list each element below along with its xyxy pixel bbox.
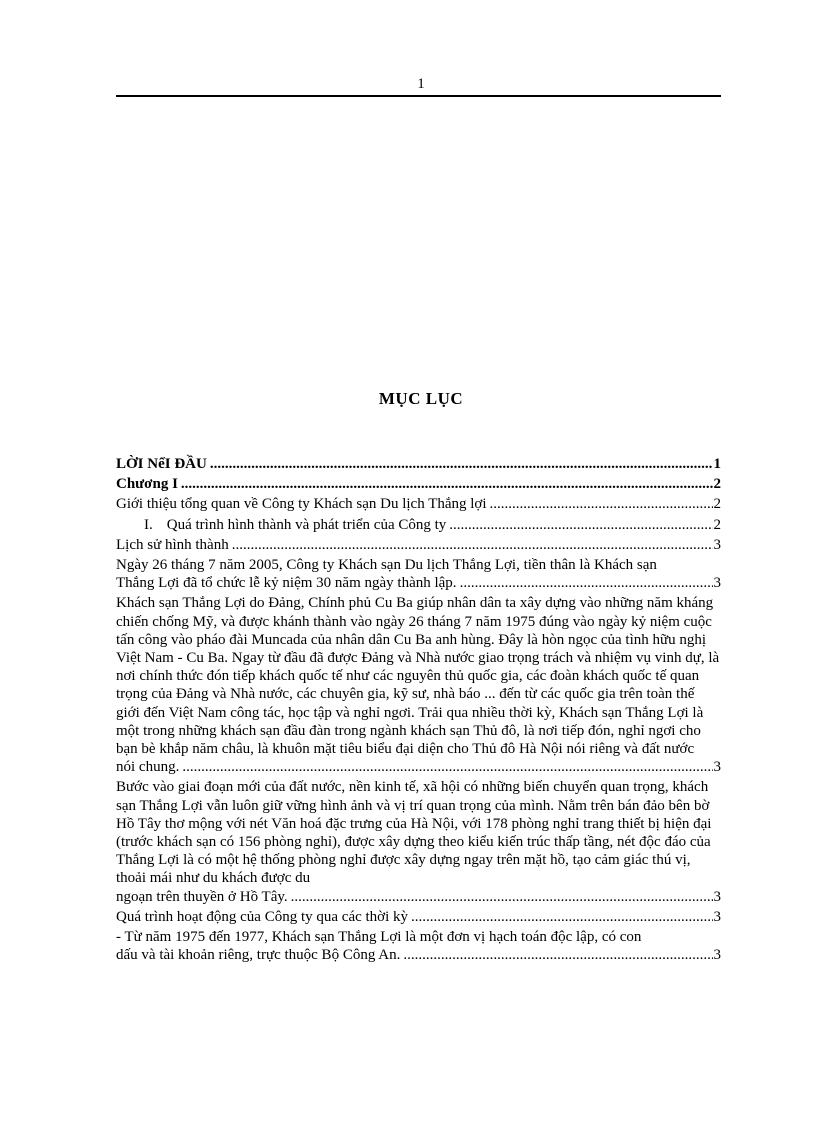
toc-entry[interactable] bbox=[116, 495, 721, 513]
toc-entry[interactable] bbox=[116, 455, 721, 473]
toc-leader bbox=[487, 495, 713, 513]
toc-entry-body: Ngày 26 tháng 7 năm 2005, Công ty Khách sạn Du lịch Thắng Lợi, tiền thân là Khách sạn bbox=[116, 557, 657, 574]
toc-page-number: 3 bbox=[713, 759, 721, 776]
toc-entry-text: ngoạn trên thuyền ở Hồ Tây. bbox=[116, 888, 288, 905]
toc-page-number: 3 bbox=[713, 947, 721, 964]
toc-entry-text: Quá trình hình thành và phát triển của Công ty bbox=[166, 516, 447, 533]
table-of-contents bbox=[116, 455, 721, 966]
page-number: 1 bbox=[417, 76, 425, 92]
toc-entry-line bbox=[116, 946, 721, 964]
toc-entry-body: - Từ năm 1975 đến 1977, Khách sạn Thắng Lợi là một đơn vị hạch toán độc lập, có con bbox=[116, 929, 642, 946]
toc-entry-text: nói chung. bbox=[116, 759, 180, 776]
toc-leader bbox=[288, 888, 713, 906]
toc-leader bbox=[229, 536, 713, 554]
toc-entry[interactable] bbox=[116, 778, 721, 905]
toc-title: MỤC LỤC bbox=[378, 389, 464, 408]
toc-entry-line bbox=[116, 455, 721, 473]
toc-entry-text: Thắng Lợi đã tổ chức lễ kỷ niệm 30 năm ngày thành lập. bbox=[116, 575, 457, 592]
toc-leader bbox=[446, 516, 712, 534]
toc-entry-body: Bước vào giai đoạn mới của đất nước, nền kinh tế, xã hội có những biến chuyển quan trọng, khách sạn Thắng Lợi vẫn luôn giữ vững hình ảnh và vị trí quan trọng của mình. Nằm trên bán đảo bên bờ Hồ Tây thơ mộng với nét Văn hoá đặc trưng của Hà Nội, với 178 phòng nghỉ trang thiết bị hiện đại (trước khách sạn có 156 phòng nghỉ), được xây dựng theo kiểu kiến trúc thấp tầng, nét độc đáo của Thắng Lợi là có một hệ thống phòng nghỉ được xây dựng ngay trên mặt hồ, tạo cảm giác thú vị, thoải mái như du khách được du bbox=[116, 779, 712, 887]
toc-entry-line bbox=[116, 908, 721, 926]
header-rule bbox=[116, 95, 721, 97]
toc-page-number: 1 bbox=[713, 456, 721, 472]
toc-leader bbox=[178, 475, 713, 493]
toc-entry-text: Chương I bbox=[116, 476, 178, 493]
toc-entry-text: LỜI NểI ĐẦU bbox=[116, 456, 207, 472]
toc-entry-text: Quá trình hoạt động của Công ty qua các thời kỳ bbox=[116, 908, 409, 925]
toc-entry-line bbox=[116, 888, 721, 906]
toc-entry[interactable] bbox=[116, 536, 721, 554]
toc-entry-line bbox=[116, 574, 721, 592]
toc-entry[interactable] bbox=[116, 594, 721, 776]
toc-entry-body: Khách sạn Thắng Lợi do Đảng, Chính phủ Cu Ba giúp nhân dân ta xây dựng vào những năm kháng chiến chống Mỹ, và được khánh thành vào ngày 26 tháng 7 năm 1975 đúng vào ngày kỷ niệm cuộc tấn công vào pháo đài Muncada của nhân dân Cu Ba anh hùng. Đây là hòn ngọc của tình hữu nghị Việt Nam - Cu Ba. Ngay từ đầu đã được Đảng và Nhà nước giao trọng trách và nhiệm vụ vinh dự, là nơi chính thức đón tiếp khách quốc tế như các nguyên thủ quốc gia, các đoàn khách quốc tế quan trọng của Đảng và Nhà nước, các chuyên gia, kỹ sư, nhà báo ... đến từ các quốc gia trên toàn thế giới đến Việt Nam công tác, học tập và nghỉ ngơi. Trải qua nhiều thời kỳ, Khách sạn Thắng Lợi là một trong những khách sạn đầu đàn trong ngành khách sạn Thủ đô, là nơi tiếp đón, nghỉ ngơi cho bạn bè khắp năm châu, là khuôn mặt tiêu biểu đại diện cho Thủ đô Hà Nội nói riêng và đất nước bbox=[116, 595, 720, 758]
toc-page-number: 3 bbox=[713, 888, 721, 905]
toc-entry-line bbox=[144, 516, 721, 534]
toc-entry[interactable] bbox=[116, 556, 721, 592]
toc-leader bbox=[457, 574, 713, 592]
toc-entry-line bbox=[116, 495, 721, 513]
toc-entry[interactable] bbox=[116, 475, 721, 493]
toc-entry-line bbox=[116, 758, 721, 776]
toc-leader bbox=[400, 946, 712, 964]
toc-page-number: 2 bbox=[713, 476, 721, 493]
toc-entry-text: Lịch sử hình thành bbox=[116, 536, 229, 553]
toc-page-number: 2 bbox=[713, 496, 721, 513]
toc-entry-text: Giới thiệu tổng quan về Công ty Khách sạn Du lịch Thắng lợi bbox=[116, 496, 487, 513]
toc-page-number: 3 bbox=[713, 575, 721, 592]
toc-entry[interactable] bbox=[116, 908, 721, 926]
toc-page-number: 2 bbox=[713, 516, 721, 533]
toc-entry[interactable] bbox=[116, 516, 721, 534]
toc-page-number: 3 bbox=[713, 536, 721, 553]
toc-entry-number: I. bbox=[144, 516, 153, 533]
toc-page-number: 3 bbox=[713, 908, 721, 925]
toc-entry-text: dấu và tài khoản riêng, trực thuộc Bộ Công An. bbox=[116, 947, 401, 964]
toc-entry-line bbox=[116, 475, 721, 493]
toc-entry-line bbox=[116, 536, 721, 554]
toc-entry[interactable] bbox=[116, 928, 721, 964]
toc-leader bbox=[179, 758, 712, 776]
toc-leader bbox=[207, 455, 713, 473]
toc-leader bbox=[408, 908, 712, 926]
